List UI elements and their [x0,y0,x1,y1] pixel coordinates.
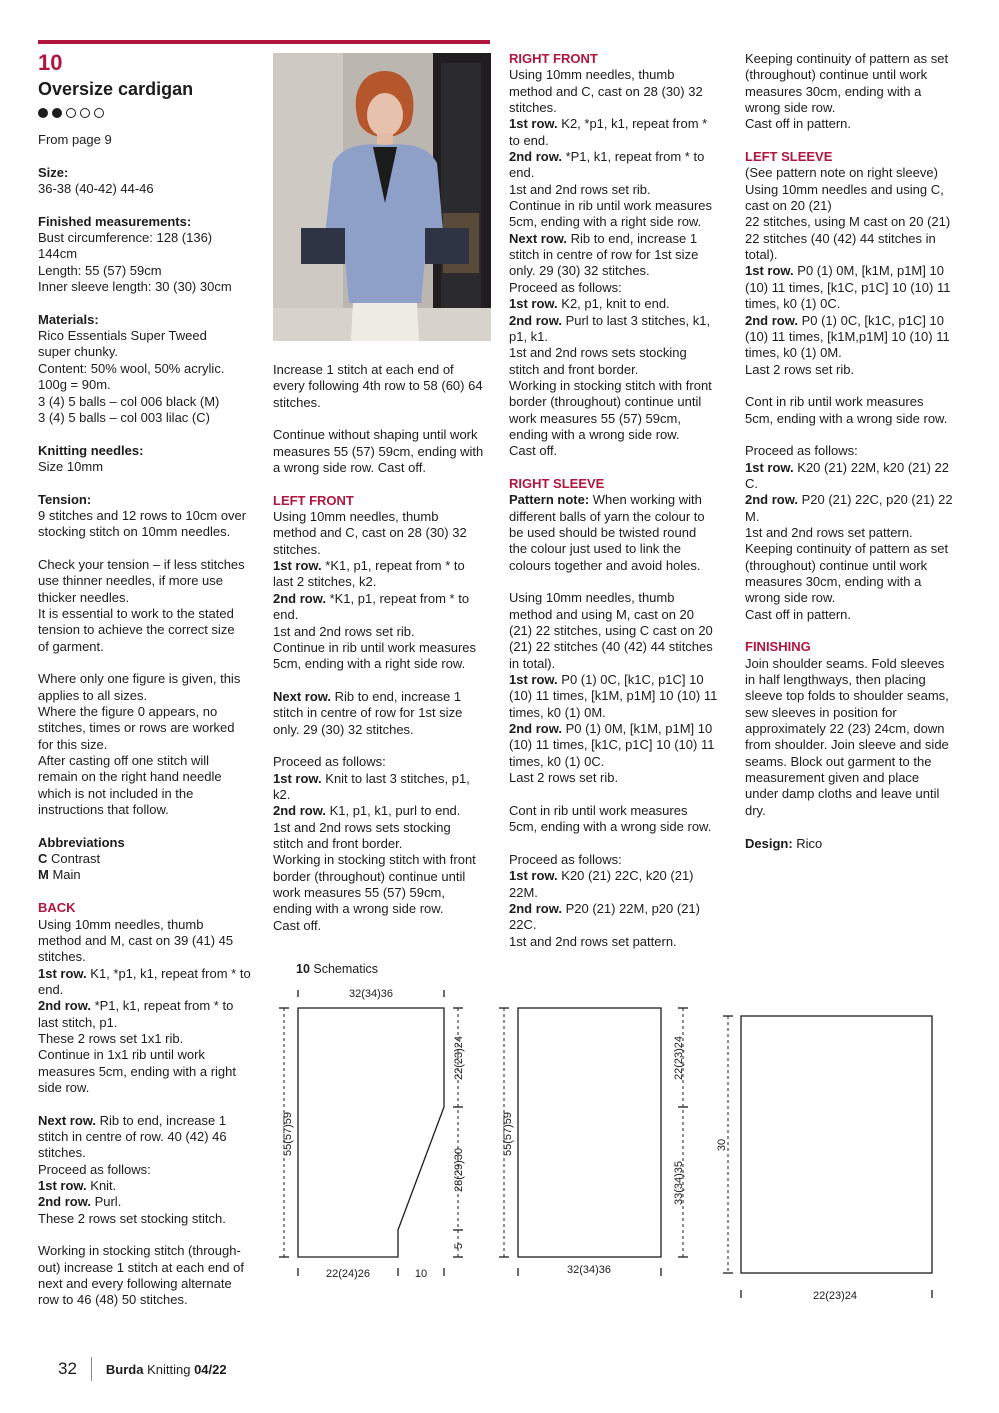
front-side-label: 28(29)30 [453,1147,465,1193]
difficulty-dot-empty [80,108,90,118]
front-bottom-label: 22(24)26 [325,1268,371,1280]
front-border-label: 10 [414,1268,428,1280]
left-front-stocking-row-1: 1st row. Knit to last 3 stitches, p1, k2. [273,770,470,802]
left-front-row-2: 2nd row. *K1, p1, repeat from * to end. 1st and 2nd rows set rib. Continue in rib until work measures 5cm, ending with a right side row. [273,590,477,672]
left-front-heading: LEFT FRONT [273,492,354,508]
right-front-next-row: Next row. Rib to end, increase 1 stitch in centre of row for 1st size only. 29 (30) 32 stitches. Proceed as follows: [509,230,699,295]
finishing-text: Join shoulder seams. Fold sleeves in half lengthways, then placing sleeve top folds to shoulder seams, sew sleeves in position for approximately 22 (23) 24cm, down from shoulder. Join sleeve and side seams. Block out garment to the measurement given and place under damp cloths and leave until dry. [745,655,949,818]
left-front-stocking-row-2: 2nd row. K1, p1, k1, purl to end. 1st and 2nd rows sets stocking stitch and front border. Working in stocking stitch with front border (throughout) continue until work measures 55 (57) 59cm, ending with a wrong side row. Cast off. [273,803,476,933]
sleeve-width-label: 22(23)24 [812,1290,858,1302]
back-stocking-row-2: 2nd row. Purl. These 2 rows set stocking stitch. [38,1194,226,1226]
left-sleeve-proceed: Proceed as follows: [745,443,858,459]
sleeve-schematic-outline [741,1016,932,1273]
column-3 [509,51,731,950]
right-front-heading: RIGHT FRONT [509,51,598,66]
back-heading: BACK [38,900,76,916]
sizes-note: Where only one figure is given, this applies to all sizes. Where the figure 0 appears, no stitches, times or rows are worked for this size. After casting off one stitch will remain on the right hand needle which is not included in the instructions that follow. [38,671,241,818]
pattern-number: 10 [38,50,63,75]
column-1 [38,132,263,1309]
back-row-1: 1st row. K1, *p1, k1, repeat from * to end. [38,965,251,997]
left-sleeve-intro: (See pattern note on right sleeve) Using 10mm needles and using C, cast on 20 (21) 22 stitches, using M cast on 20 (21) 22 stitches (40 (42) 44 stitches in total). [745,165,951,263]
left-front-next-row: Next row. Rib to end, increase 1 stitch in centre of row for 1st size only. 29 (30) 32 stitches. [273,688,463,737]
right-front-intro: Using 10mm needles, thumb method and C, cast on 28 (30) 32 stitches. [509,67,703,116]
back-length-label: 55(57)59 [502,1111,514,1157]
abbrev-c: C Contrast [38,851,101,867]
right-sleeve-proceed: Proceed as follows: [509,851,622,867]
left-front-intro: Using 10mm needles, thumb method and C, cast on 28 (30) 32 stitches. [273,509,467,557]
right-sleeve-note: Pattern note: When working with different balls of yarn the colour to be used should be twisted round the colour just used to link the colours together and avoid holes. [509,492,705,573]
back-next-row: Next row. Rib to end, increase 1 stitch in centre of row. 40 (42) 46 stitches. Proceed as follows: [38,1112,227,1177]
difficulty-rating [38,108,104,118]
front-length-label: 55(57)59 [282,1111,294,1157]
needles-label: Knitting needles: [38,442,144,458]
front-armhole-label: 22(23)24 [453,1035,465,1081]
column-4 [745,51,967,852]
size-label: Size: [38,164,69,180]
tension-label: Tension: [38,491,92,507]
left-sleeve-pattern-row-1: 1st row. K20 (21) 22M, k20 (21) 22 C. [745,459,950,491]
back-width-label: 32(34)36 [566,1264,612,1276]
back-increase: Working in stocking stitch (through- out) increase 1 stitch at each end of next and every following alternate row to 46 (48) 50 stitches. [38,1243,244,1308]
page-footer [58,1357,227,1381]
header-rule [38,40,490,44]
left-front-proceed: Proceed as follows: [273,754,386,770]
back-stocking-row-1: 1st row. Knit. [38,1178,117,1193]
magazine-credit: Burda Knitting 04/22 [105,1361,227,1377]
left-sleeve-cont: Cont in rib until work measures 5cm, ending with a wrong side row. [745,394,948,426]
abbrev-label: Abbreviations [38,834,125,850]
finishing-heading: FINISHING [745,639,811,655]
left-sleeve-row-1: 1st row. P0 (1) 0M, [k1M, p1M] 10 (10) 11 times, [k1C, p1C] 10 (10) 11 times, k0 (1) 0C. [745,263,951,312]
difficulty-dot-empty [94,108,104,118]
back-intro: Using 10mm needles, thumb method and M, cast on 39 (41) 45 stitches. [38,916,234,965]
finished-label: Finished measurements: [38,213,192,229]
difficulty-dot-empty [66,108,76,118]
abbrev-m: M Main [38,867,81,883]
back-side-label: 33(34)35 [673,1160,685,1206]
column-2 [273,362,495,934]
right-sleeve-pattern-row-1: 1st row. K20 (21) 22C, k20 (21) 22M. [509,868,694,900]
back-armhole-label: 22(23)24 [673,1035,685,1081]
right-front-stocking-row-2: 2nd row. Purl to last 3 stitches, k1, p1, k1. 1st and 2nd rows sets stocking stitch and front border. Working in stocking stitch with front border (throughout) continue until work measures 55 (57) 59cm, ending with a wrong side row. Cast off. [509,312,712,459]
right-sleeve-heading: RIGHT SLEEVE [509,475,605,491]
right-sleeve-end: Keeping continuity of pattern as set (throughout) continue until work measures 30cm, ending with a wrong side row. Cast off in pattern. [745,51,949,132]
page-number: 32 [58,1359,77,1378]
back-schematic-outline [518,1008,661,1257]
back-continued-1: Increase 1 stitch at each end of every following 4th row to 58 (60) 64 stitches. [273,362,483,410]
right-front-row-2: 2nd row. *P1, k1, repeat from * to end. 1st and 2nd rows set rib. Continue in rib until work measures 5cm, ending with a right side row. [509,149,713,230]
left-sleeve-heading: LEFT SLEEVE [745,149,833,165]
pattern-title: Oversize cardigan [38,79,194,99]
sleeve-length-label: 30 [716,1138,728,1152]
model-photo [273,53,491,341]
back-continued-2: Continue without shaping until work measures 55 (57) 59cm, ending with a wrong side row. Cast off. [273,427,484,476]
front-schematic-outline [298,1008,444,1257]
left-sleeve-row-2: 2nd row. P0 (1) 0C, [k1C, p1C] 10 (10) 11 times, [k1M,p1M] 10 (10) 11 times, k0 (1) 0M. Last 2 rows set rib. [745,312,950,377]
tension-text: 9 stitches and 12 rows to 10cm over stocking stitch on 10mm needles. [38,507,247,540]
size-text: 36-38 (40-42) 44-46 [38,181,154,197]
footer-divider [91,1357,92,1381]
right-sleeve-row-1: 1st row. P0 (1) 0C, [k1C, p1C] 10 (10) 11 times, [k1M, p1M] 10 (10) 11 times, k0 (1) 0M. [509,672,718,720]
materials-label: Materials: [38,311,99,327]
right-sleeve-cont: Cont in rib until work measures 5cm, ending with a wrong side row. [509,802,712,835]
front-top-label: 32(34)36 [348,988,394,1000]
finished-text: Bust circumference: 128 (136) 144cm Length: 55 (57) 59cm Inner sleeve length: 30 (30) 30cm [38,230,232,295]
left-front-row-1: 1st row. *K1, p1, repeat from * to last 2 stitches, k2. [273,558,465,590]
tension-note: Check your tension – if less stitches use thinner needles, if more use thicker needles. It is essential to work to the stated tension to achieve the correct size of garment. [38,556,245,654]
needles-text: Size 10mm [38,458,104,474]
materials-text: Rico Essentials Super Tweed super chunky. Content: 50% wool, 50% acrylic. 100g = 90m. 3 (4) 5 balls – col 006 black (M) 3 (4) 5 balls – col 003 lilac (C) [38,328,225,425]
left-sleeve-pattern-row-2: 2nd row. P20 (21) 22C, p20 (21) 22 M. 1st and 2nd rows set pattern. Keeping continuity of pattern as set (throughout) continue until work measures 30cm, ending with a wrong side row. Cast off in pattern. [745,492,953,622]
right-front-stocking-row-1: 1st row. K2, p1, knit to end. [509,296,670,312]
difficulty-dot-filled [52,108,62,118]
right-front-row-1: 1st row. K2, *p1, k1, repeat from * to end. [509,116,708,148]
from-page: From page 9 [38,132,112,147]
front-rib-label: 5 [453,1242,465,1250]
right-sleeve-intro: Using 10mm needles, thumb method and using M, cast on 20 (21) 22 stitches, using C cast on 20 (21) 22 stitches (40 (42) 44 stitches in total). [509,590,713,671]
schematics-title: 10 Schematics [296,962,378,976]
right-sleeve-row-2: 2nd row. P0 (1) 0M, [k1M, p1M] 10 (10) 11 times, [k1C, p1C] 10 (10) 11 times, k0 (1) 0C. Last 2 rows set rib. [509,721,715,786]
design-credit: Design: Rico [745,835,823,851]
right-sleeve-pattern-row-2: 2nd row. P20 (21) 22M, p20 (21) 22C. 1st and 2nd rows set pattern. [509,900,700,949]
difficulty-dot-filled [38,108,48,118]
schematics-diagram [270,975,970,1315]
back-row-2: 2nd row. *P1, k1, repeat from * to last stitch, p1. These 2 rows set 1x1 rib. Continue in 1x1 rib until work measures 5cm, ending with a right side row. [38,998,236,1095]
